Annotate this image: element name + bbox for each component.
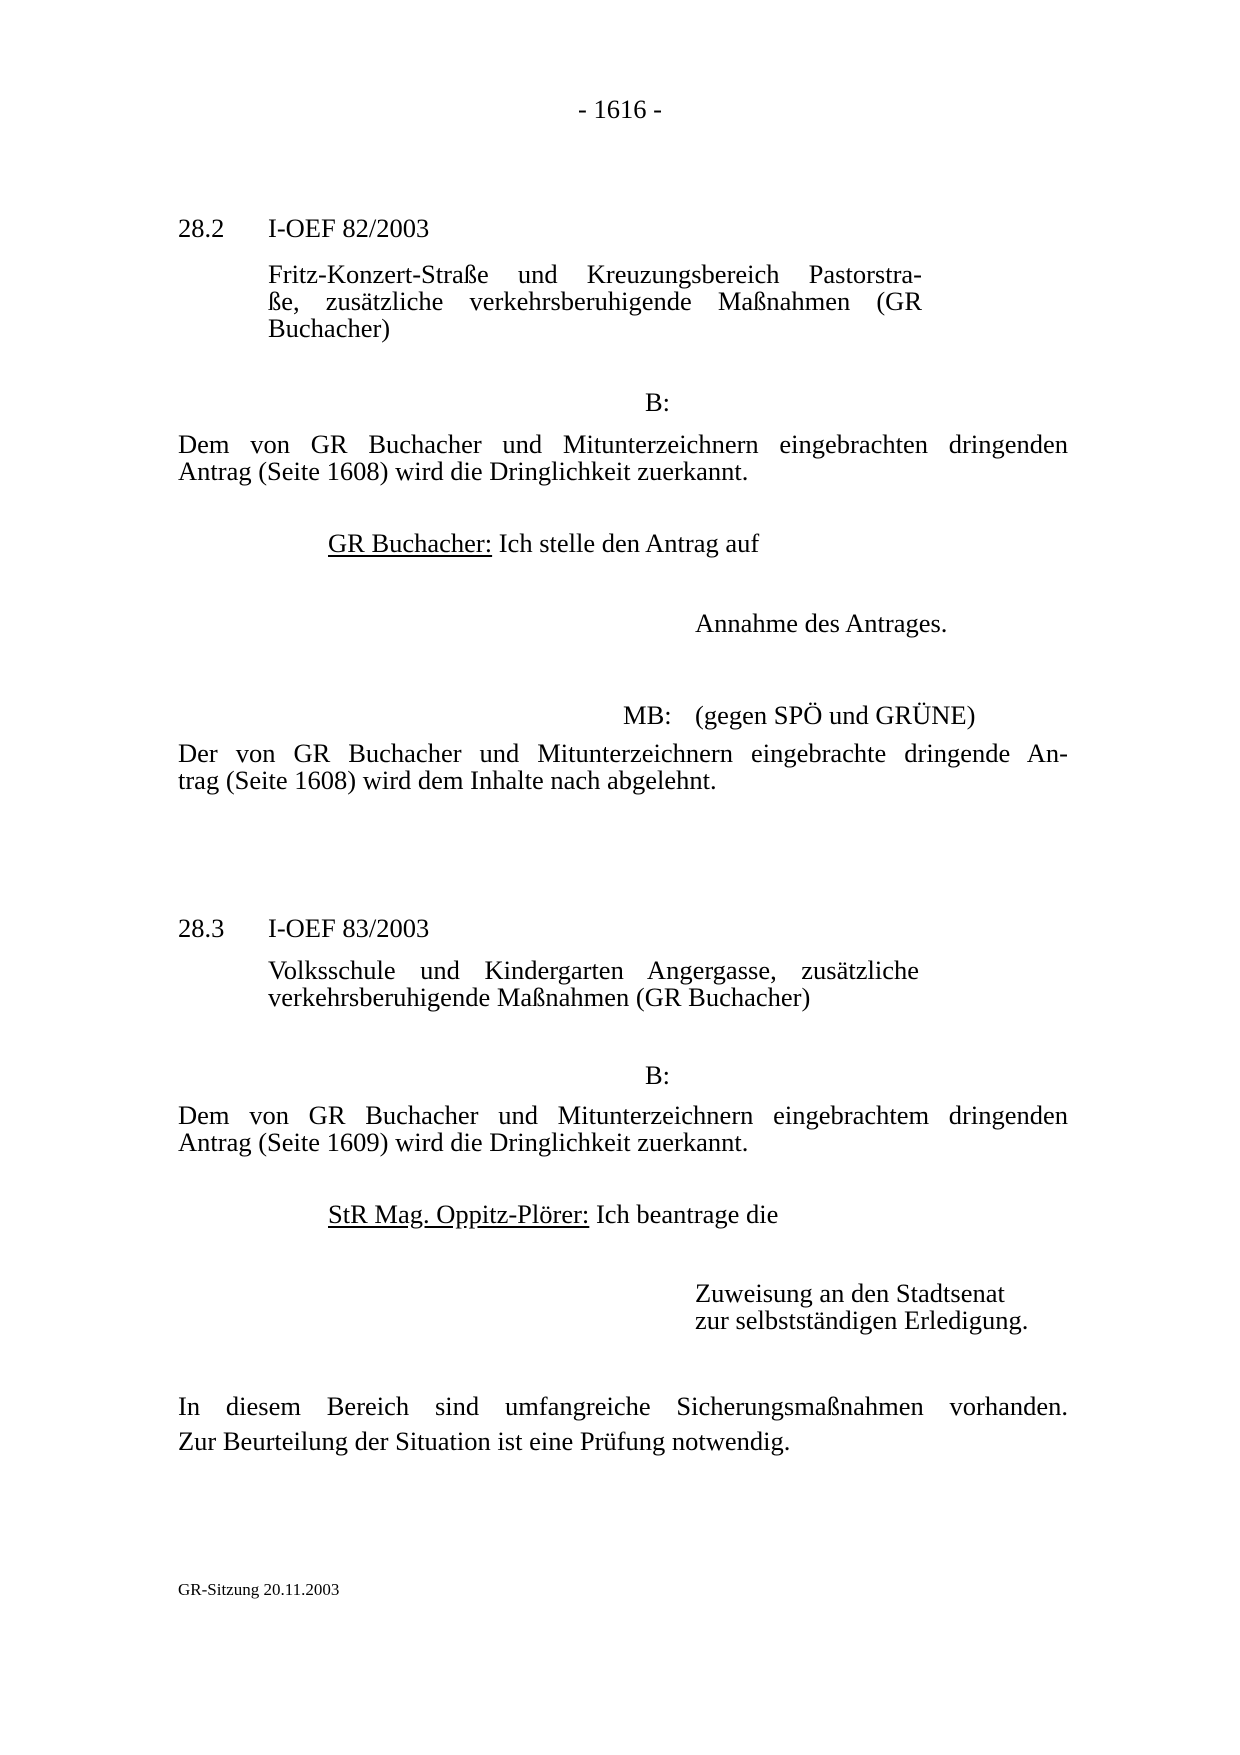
remark-line: Zur Beurteilung der Situation ist eine Prüfung notwendig.	[178, 1426, 791, 1456]
decision-line: Antrag (Seite 1608) wird die Dringlichkeit zuerkannt.	[178, 456, 749, 486]
speaker-name: StR Mag. Oppitz-Plörer:	[328, 1199, 590, 1229]
subject-line: Fritz-Konzert-Straße und Kreuzungsbereich Pastorstra-	[268, 259, 922, 289]
speaker-statement	[328, 529, 759, 557]
item-reference: I-OEF 83/2003	[268, 913, 430, 943]
decision-line: Dem von GR Buchacher und Mitunterzeichnern eingebrachten dringenden	[178, 429, 1068, 459]
subject-line: Volksschule und Kindergarten Angergasse, zusätzliche	[268, 955, 919, 985]
speaker-speech: Ich stelle den Antrag auf	[492, 528, 760, 558]
decision-line: Dem von GR Buchacher und Mitunterzeichnern eingebrachtem dringenden	[178, 1100, 1068, 1130]
decision-label: B:	[645, 1060, 671, 1090]
subject-line: verkehrsberuhigende Maßnahmen (GR Buchacher)	[268, 982, 811, 1012]
vote-note: (gegen SPÖ und GRÜNE)	[695, 700, 976, 730]
footer: GR-Sitzung 20.11.2003	[178, 1580, 340, 1599]
remark-line: In diesem Bereich sind umfangreiche Sicherungsmaßnahmen vorhanden.	[178, 1391, 1068, 1421]
speaker-statement	[328, 1200, 778, 1228]
speaker-name: GR Buchacher:	[328, 528, 493, 558]
motion-line: zur selbstständigen Erledigung.	[695, 1305, 1029, 1335]
vote-label: MB:	[623, 700, 672, 730]
result-line: trag (Seite 1608) wird dem Inhalte nach abgelehnt.	[178, 765, 717, 795]
page-number: - 1616 -	[578, 94, 662, 124]
speaker-speech: Ich beantrage die	[589, 1199, 779, 1229]
motion-line: Annahme des Antrages.	[695, 608, 948, 638]
decision-line: Antrag (Seite 1609) wird die Dringlichkeit zuerkannt.	[178, 1127, 749, 1157]
result-line: Der von GR Buchacher und Mitunterzeichnern eingebrachte dringende An-	[178, 738, 1068, 768]
subject-line: ße, zusätzliche verkehrsberuhigende Maßnahmen (GR	[268, 286, 922, 316]
item-number: 28.3	[178, 913, 225, 943]
motion-line: Zuweisung an den Stadtsenat	[695, 1278, 1005, 1308]
subject-line: Buchacher)	[268, 313, 391, 343]
item-number: 28.2	[178, 213, 225, 243]
decision-label: B:	[645, 387, 671, 417]
item-reference: I-OEF 82/2003	[268, 213, 430, 243]
